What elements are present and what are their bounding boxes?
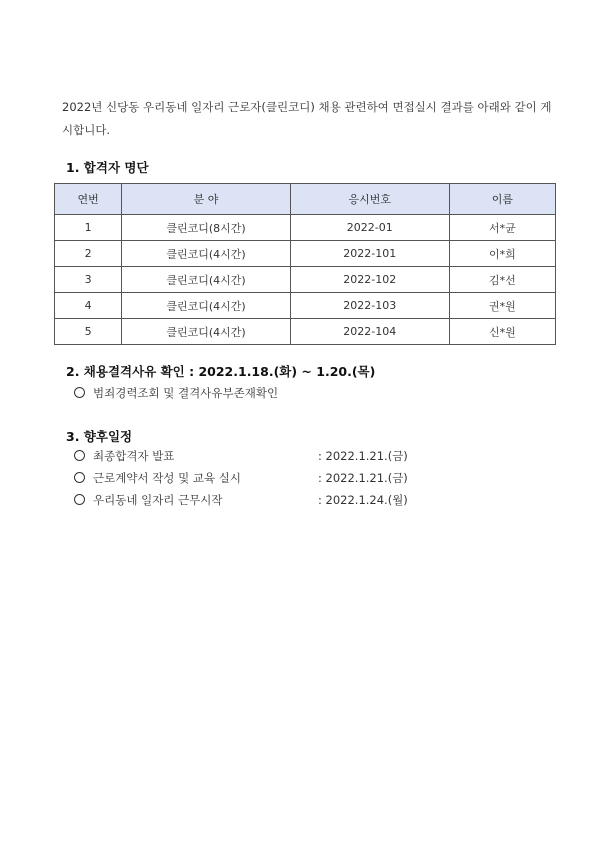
header-field: 분 야: [122, 184, 290, 215]
table-row: [55, 215, 556, 241]
disqualification-item: [74, 385, 278, 401]
cell-exam-number: 2022-104: [290, 319, 449, 345]
intro-paragraph: 2022년 신당동 우리동네 일자리 근로자(클린코디) 채용 관련하여 면접실시 결과를 아래와 같이 게시합니다.: [62, 100, 552, 137]
schedule-item-date: : 2022.1.21.(금): [318, 449, 408, 463]
cell-exam-number: 2022-103: [290, 293, 449, 319]
cell-number: 5: [55, 319, 122, 345]
cell-name: 서*균: [449, 215, 555, 241]
table-row: [55, 293, 556, 319]
passers-table: [54, 183, 556, 345]
table-row: [55, 319, 556, 345]
circle-bullet-icon: [74, 450, 85, 461]
circle-bullet-icon: [74, 472, 85, 483]
schedule-item-date: : 2022.1.24.(월): [318, 493, 408, 507]
schedule-item-date: : 2022.1.21.(금): [318, 471, 408, 485]
section-title-passers: 1. 합격자 명단: [66, 160, 149, 175]
header-number: 연번: [55, 184, 122, 215]
cell-number: 1: [55, 215, 122, 241]
section-title-schedule: 3. 향후일정: [66, 429, 133, 444]
cell-field: 클린코디(4시간): [122, 319, 290, 345]
table-header-row: [55, 184, 556, 215]
schedule-item-label: 최종합격자 발표: [93, 449, 175, 463]
header-name: 이름: [449, 184, 555, 215]
circle-bullet-icon: [74, 387, 85, 398]
cell-name: 신*원: [449, 319, 555, 345]
cell-field: 클린코디(4시간): [122, 267, 290, 293]
header-exam-number: 응시번호: [290, 184, 449, 215]
cell-name: 김*선: [449, 267, 555, 293]
cell-field: 클린코디(4시간): [122, 293, 290, 319]
schedule-item-label: 근로계약서 작성 및 교육 실시: [93, 471, 241, 485]
cell-name: 이*희: [449, 241, 555, 267]
disqualification-item-text: 범죄경력조회 및 결격사유부존재확인: [93, 386, 279, 400]
circle-bullet-icon: [74, 494, 85, 505]
cell-name: 권*원: [449, 293, 555, 319]
table-row: [55, 241, 556, 267]
cell-field: 클린코디(4시간): [122, 241, 290, 267]
section-title-disqualification-check: 2. 채용결격사유 확인 : 2022.1.18.(화) ~ 1.20.(목): [66, 364, 376, 379]
cell-number: 2: [55, 241, 122, 267]
cell-exam-number: 2022-101: [290, 241, 449, 267]
schedule-item-label: 우리동네 일자리 근무시작: [93, 493, 223, 507]
cell-exam-number: 2022-01: [290, 215, 449, 241]
cell-field: 클린코디(8시간): [122, 215, 290, 241]
cell-exam-number: 2022-102: [290, 267, 449, 293]
cell-number: 4: [55, 293, 122, 319]
cell-number: 3: [55, 267, 122, 293]
table-row: [55, 267, 556, 293]
